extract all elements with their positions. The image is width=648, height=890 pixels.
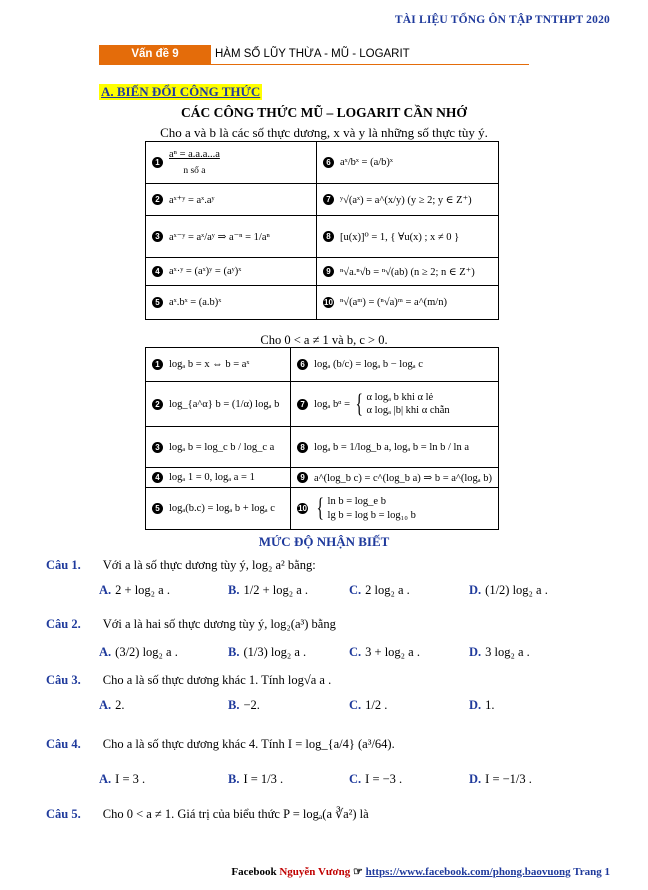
question-3 <box>46 671 331 689</box>
log-cell-1: 1 logₐ b = x ⇔ b = aˣ <box>146 348 291 382</box>
log-cell-3: 3 logₐ b = log_c b / log_c a <box>146 427 291 468</box>
section-a-heading: A. BIẾN ĐỔI CÔNG THỨC <box>101 84 261 99</box>
topic-bar <box>99 45 529 65</box>
log-cell-6: 6 logₐ (b/c) = logₐ b − logₐ c <box>291 348 499 382</box>
q3-option-a[interactable]: A. 2. <box>99 698 125 712</box>
exp-cell-10: 10 ⁿ√(aᵐ) = (ⁿ√a)ᵐ = a^(m/n) <box>317 286 499 320</box>
question-label: Câu 3. <box>46 673 81 687</box>
q4-option-d[interactable]: D. I = −1/3 . <box>469 772 532 786</box>
exp-cell-6: 6 aˣ/bˣ = (a/b)ˣ <box>317 142 499 184</box>
question-text: Với a là số thực dương tùy ý, log₂ a² bằng: <box>102 558 316 572</box>
formula-title: CÁC CÔNG THỨC MŨ – LOGARIT CẦN NHỚ <box>181 105 467 120</box>
q4-option-a[interactable]: A. I = 3 . <box>99 772 146 786</box>
question-1 <box>46 556 316 574</box>
log-formula-table <box>145 347 499 530</box>
q1-option-b[interactable]: B. 1/2 + log₂ a . <box>228 583 308 597</box>
intro-text: Cho a và b là các số thực dương, x và y là những số thực tùy ý. <box>160 125 488 140</box>
exponent-formula-table <box>145 141 499 320</box>
question-label: Câu 2. <box>46 617 81 631</box>
question-4 <box>46 735 395 753</box>
facebook-link[interactable]: https://www.facebook.com/phong.baovuong <box>365 866 571 878</box>
q2-option-d[interactable]: D. 3 log₂ a . <box>469 645 530 659</box>
q3-option-c[interactable]: C. 1/2 . <box>349 698 388 712</box>
level-heading: MỨC ĐỘ NHẬN BIẾT <box>258 534 390 549</box>
pointing-hand-icon: ☞ <box>350 866 366 878</box>
exp-cell-1: 1 aⁿ = a.a.a...a n số a <box>146 142 317 184</box>
document-header-title: TÀI LIỆU TỔNG ÔN TẬP TNTHPT 2020 <box>394 14 610 26</box>
q1-option-a[interactable]: A. 2 + log₂ a . <box>99 583 170 597</box>
log-cell-8: 8 logₐ b = 1/log_b a, logₐ b = ln b / ln a <box>291 427 499 468</box>
log-cell-2: 2 log_{a^α} b = (1/α) logₐ b <box>146 382 291 427</box>
exp-cell-8: 8 [u(x)]⁰ = 1, { ∀u(x) ; x ≠ 0 } <box>317 216 499 258</box>
question-text: Cho a là số thực dương khác 4. Tính I = log_{a/4} (a³/64). <box>102 737 395 751</box>
question-text: Cho a là số thực dương khác 1. Tính log√a a . <box>102 673 332 687</box>
q4-option-b[interactable]: B. I = 1/3 . <box>228 772 284 786</box>
question-2 <box>46 615 336 633</box>
log-cell-5: 5 logₐ(b.c) = logₐ b + logₐ c <box>146 488 291 530</box>
topic-tag: Vấn đề 9 <box>99 45 211 64</box>
exp-cell-3: 3 aˣ⁻ʸ = aˣ/aʸ ⇒ a⁻ⁿ = 1/aⁿ <box>146 216 317 258</box>
log-condition-text: Cho 0 < a ≠ 1 và b, c > 0. <box>260 333 388 347</box>
topic-name: HÀM SỐ LŨY THỪA - MŨ - LOGARIT <box>215 48 410 60</box>
exp-cell-5: 5 aˣ.bˣ = (a.b)ˣ <box>146 286 317 320</box>
q1-option-c[interactable]: C. 2 log₂ a . <box>349 583 410 597</box>
log-cell-7: 7 logₐ bᵅ = { α logₐ b khi α lẻ α logₐ |b| khi α chẵn <box>291 382 499 427</box>
q2-option-c[interactable]: C. 3 + log₂ a . <box>349 645 420 659</box>
q3-option-b[interactable]: B. −2. <box>228 698 260 712</box>
question-label: Câu 4. <box>46 737 81 751</box>
exp-cell-7: 7 ʸ√(aˣ) = a^(x/y) (y ≥ 2; y ∈ Z⁺) <box>317 184 499 216</box>
question-text: Với a là hai số thực dương tùy ý, log₂(a³) bằng <box>102 617 336 631</box>
question-label: Câu 1. <box>46 558 81 572</box>
exp-cell-9: 9 ⁿ√a.ⁿ√b = ⁿ√(ab) (n ≥ 2; n ∈ Z⁺) <box>317 258 499 286</box>
question-5 <box>46 805 369 823</box>
q2-option-a[interactable]: A. (3/2) log₂ a . <box>99 645 178 659</box>
q3-option-d[interactable]: D. 1. <box>469 698 495 712</box>
exp-cell-4: 4 aˣ·ʸ = (aˣ)ʸ = (aʸ)ˣ <box>146 258 317 286</box>
exp-cell-2: 2 aˣ⁺ʸ = aˣ.aʸ <box>146 184 317 216</box>
question-label: Câu 5. <box>46 807 81 821</box>
q2-option-b[interactable]: B. (1/3) log₂ a . <box>228 645 307 659</box>
log-cell-4: 4 logₐ 1 = 0, logₐ a = 1 <box>146 468 291 488</box>
log-cell-10: 10 { ln b = log_e b lg b = log b = log₁₀ b <box>291 488 499 530</box>
question-text: Cho 0 < a ≠ 1. Giá trị của biểu thức P = logₐ(a ∛a²) là <box>102 807 369 821</box>
log-cell-9: 9 a^(log_b c) = c^(log_b a) ⇒ b = a^(logₐ b) <box>291 468 499 488</box>
page-footer: Facebook Nguyễn Vương ☞ https://www.facebook.com/phong.baovuong Trang 1 <box>231 866 610 878</box>
q1-option-d[interactable]: D. (1/2) log₂ a . <box>469 583 548 597</box>
q4-option-c[interactable]: C. I = −3 . <box>349 772 403 786</box>
